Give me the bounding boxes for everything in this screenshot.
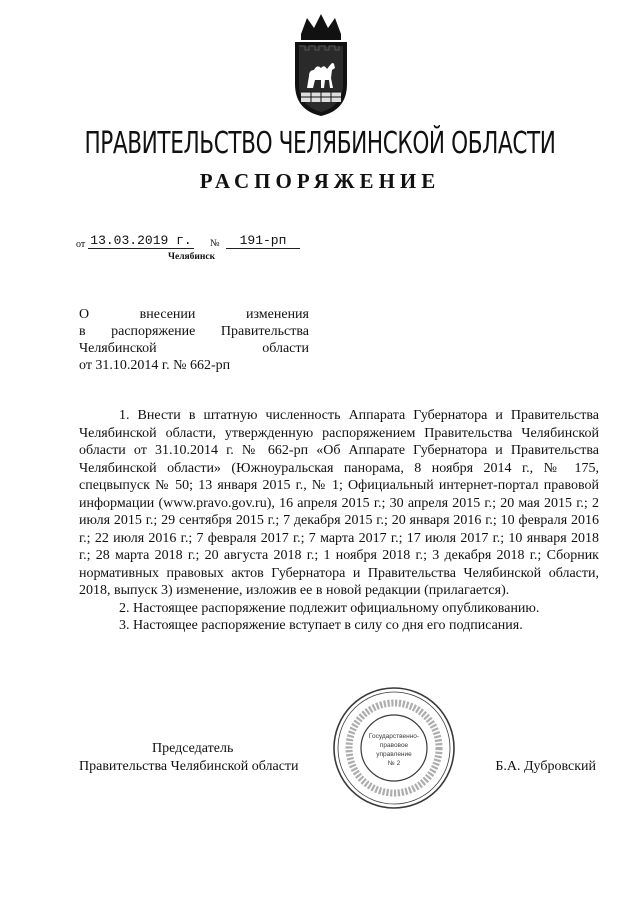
- body-paragraph: 2. Настоящее распоряжение подлежит официальному опубликованию.: [119, 600, 540, 616]
- subject-line: в распоряжение Правительства: [79, 324, 309, 339]
- date-prefix: от: [76, 239, 86, 250]
- organization-title: ПРАВИТЕЛЬСТВО ЧЕЛЯБИНСКОЙ ОБЛАСТИ: [84, 126, 556, 161]
- subject-line: Челябинской области: [79, 341, 309, 356]
- document-number: 191-рп: [226, 233, 300, 249]
- coat-of-arms-icon: [287, 12, 355, 118]
- body-paragraph: 1. Внести в штатную численность Аппарата Губернатора и Правительства Челябинской области, утвержденную распоряжением Правительства Челябинской области от 31.10.2014 г. № 662-рп «Об Аппарате Губернатора и Правительства Челябинской области» (Южноуральская панорама, 8 ноября 2014 г., № 175, спецвыпуск № 50; 13 января 2015 г., № 1; Официальный интернет-портал правовой информации (www.pravo.gov.ru), 16 апреля 2015 г.; 30 апреля 2015 г.; 20 мая 2015 г.; 2 июля 2015 г.; 29 сентября 2015 г.; 7 декабря 2015 г.; 20 января 2016 г.; 10 февраля 2016 г.; 22 июля 2016 г.; 7 февраля 2017 г.; 7 марта 2017 г.; 17 июля 2017 г.; 10 января 2018 г.; 28 марта 2018 г.; 20 августа 2018 г.; 1 ноября 2018 г.; 3 декабря 2018 г.; Сборник нормативных правовых актов Губернатора и Правительства Челябинской области, 2018, выпуск 3) изменение, изложив ее в новой редакции (прилагается).: [79, 408, 599, 598]
- body-paragraph: 3. Настоящее распоряжение вступает в силу со дня его подписания.: [119, 618, 523, 633]
- subject-line: от 31.10.2014 г. № 662-рп: [79, 358, 231, 373]
- signatory-position-line2: Правительства Челябинской области: [79, 759, 299, 774]
- stamp-text-line: Государственно-: [368, 733, 420, 740]
- signatory-name: Б.А. Дубровский: [495, 759, 596, 774]
- signatory-position-line1: Председатель: [152, 741, 234, 756]
- stamp-text-line: правовое: [379, 742, 409, 749]
- stamp-text-line: № 2: [387, 760, 401, 767]
- date-number-line: [76, 233, 336, 253]
- stamp-text-line: управление: [376, 751, 412, 758]
- subject-line: О внесении изменения: [79, 307, 309, 322]
- official-seal-icon: [330, 684, 458, 812]
- subject-block: [79, 306, 309, 374]
- document-type: РАСПОРЯЖЕНИЕ: [199, 169, 441, 193]
- number-prefix: №: [210, 238, 220, 249]
- city-label: Челябинск: [168, 252, 216, 262]
- document-body: [79, 407, 599, 635]
- document-date: 13.03.2019 г.: [88, 233, 194, 249]
